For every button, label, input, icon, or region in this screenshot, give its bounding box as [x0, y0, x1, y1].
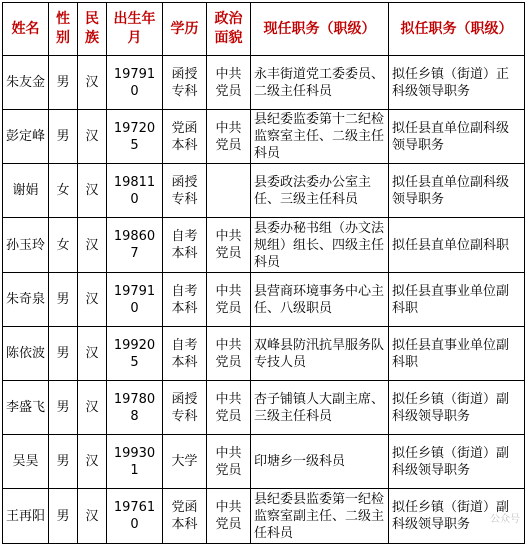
watermark: 公众号 — [490, 514, 520, 525]
cell-gender: 男 — [49, 56, 78, 110]
cell-name: 吴昊 — [3, 435, 49, 489]
cell-current-position: 印塘乡一级科员 — [251, 435, 389, 489]
table-row — [3, 110, 525, 164]
cell-ethnicity: 汉 — [78, 218, 107, 273]
cell-education: 党函本科 — [163, 489, 207, 544]
header-education: 学历 — [163, 3, 207, 56]
cell-proposed-position: 拟任县直单位副科级领导职务 — [389, 110, 525, 164]
cell-name: 朱友金 — [3, 56, 49, 110]
cell-education: 函授专科 — [163, 56, 207, 110]
personnel-table — [2, 2, 525, 544]
cell-gender: 男 — [49, 435, 78, 489]
table-row — [3, 56, 525, 110]
cell-birth: 197808 — [107, 381, 163, 435]
header-ethnicity: 民族 — [78, 3, 107, 56]
cell-name: 孙玉玲 — [3, 218, 49, 273]
cell-current-position: 县委政法委办公室主任、三级主任科员 — [251, 164, 389, 218]
cell-education: 函授专科 — [163, 164, 207, 218]
header-proposed-position: 拟任职务（职级） — [389, 3, 525, 56]
cell-ethnicity: 汉 — [78, 164, 107, 218]
personnel-table-wrapper — [2, 2, 525, 544]
cell-ethnicity: 汉 — [78, 381, 107, 435]
header-row — [3, 3, 525, 56]
cell-proposed-position: 拟任乡镇（街道）副科级领导职务 — [389, 381, 525, 435]
cell-gender: 女 — [49, 218, 78, 273]
header-gender: 性别 — [49, 3, 78, 56]
cell-birth: 198607 — [107, 218, 163, 273]
header-name: 姓名 — [3, 3, 49, 56]
cell-name: 王再阳 — [3, 489, 49, 544]
table-row — [3, 435, 525, 489]
cell-birth: 197910 — [107, 273, 163, 327]
cell-education: 大学 — [163, 435, 207, 489]
cell-gender: 女 — [49, 164, 78, 218]
cell-birth: 199301 — [107, 435, 163, 489]
cell-political: 中共党员 — [207, 327, 251, 381]
cell-political: 中共党员 — [207, 56, 251, 110]
cell-birth: 198110 — [107, 164, 163, 218]
cell-gender: 男 — [49, 381, 78, 435]
cell-ethnicity: 汉 — [78, 435, 107, 489]
cell-ethnicity: 汉 — [78, 273, 107, 327]
table-row — [3, 381, 525, 435]
cell-political: 中共党员 — [207, 218, 251, 273]
cell-education: 自考本科 — [163, 273, 207, 327]
cell-education: 党函本科 — [163, 110, 207, 164]
cell-current-position: 杏子铺镇人大副主席、三级主任科员 — [251, 381, 389, 435]
cell-ethnicity: 汉 — [78, 489, 107, 544]
cell-name: 彭定峰 — [3, 110, 49, 164]
cell-birth: 199205 — [107, 327, 163, 381]
cell-gender: 男 — [49, 327, 78, 381]
cell-proposed-position: 拟任县直单位副科级领导职务 — [389, 164, 525, 218]
cell-gender: 男 — [49, 489, 78, 544]
cell-proposed-position: 拟任县直事业单位副科职 — [389, 327, 525, 381]
table-row — [3, 327, 525, 381]
cell-political: 中共党员 — [207, 381, 251, 435]
cell-education: 自考本科 — [163, 327, 207, 381]
cell-current-position: 永丰街道党工委委员、二级主任科员 — [251, 56, 389, 110]
cell-ethnicity: 汉 — [78, 110, 107, 164]
table-row — [3, 489, 525, 544]
cell-political: 中共党员 — [207, 273, 251, 327]
cell-current-position: 双峰县防汛抗旱服务队专技人员 — [251, 327, 389, 381]
cell-proposed-position: 拟任乡镇（街道）正科级领导职务 — [389, 56, 525, 110]
cell-current-position: 县纪委县监委第一纪检监察室副主任、二级主任科员 — [251, 489, 389, 544]
cell-birth: 197205 — [107, 110, 163, 164]
cell-gender: 男 — [49, 110, 78, 164]
header-birth: 出生年月 — [107, 3, 163, 56]
cell-name: 李盛飞 — [3, 381, 49, 435]
cell-ethnicity: 汉 — [78, 56, 107, 110]
cell-current-position: 县委办秘书组（办文法规组）组长、四级主任科员 — [251, 218, 389, 273]
cell-name: 谢娟 — [3, 164, 49, 218]
cell-political: 中共党员 — [207, 110, 251, 164]
cell-political: 中共党员 — [207, 489, 251, 544]
cell-gender: 男 — [49, 273, 78, 327]
cell-current-position: 县营商环境事务中心主任、八级职员 — [251, 273, 389, 327]
cell-proposed-position: 拟任县直事业单位副科职 — [389, 273, 525, 327]
table-row — [3, 164, 525, 218]
cell-ethnicity: 汉 — [78, 327, 107, 381]
cell-education: 自考本科 — [163, 218, 207, 273]
cell-proposed-position: 拟任乡镇（街道）副科级领导职务 — [389, 435, 525, 489]
cell-proposed-position: 拟任乡镇（街道）副科级领导职务 — [389, 489, 525, 544]
cell-birth: 197910 — [107, 56, 163, 110]
table-row — [3, 273, 525, 327]
table-row — [3, 218, 525, 273]
cell-name: 陈依波 — [3, 327, 49, 381]
cell-birth: 197610 — [107, 489, 163, 544]
cell-education: 函授专科 — [163, 381, 207, 435]
cell-political — [207, 164, 251, 218]
cell-name: 朱奇泉 — [3, 273, 49, 327]
header-current-position: 现任职务（职级） — [251, 3, 389, 56]
cell-proposed-position: 拟任县直单位副科职 — [389, 218, 525, 273]
cell-current-position: 县纪委监委第十二纪检监察室主任、二级主任科员 — [251, 110, 389, 164]
cell-political: 中共党员 — [207, 435, 251, 489]
header-political: 政治面貌 — [207, 3, 251, 56]
